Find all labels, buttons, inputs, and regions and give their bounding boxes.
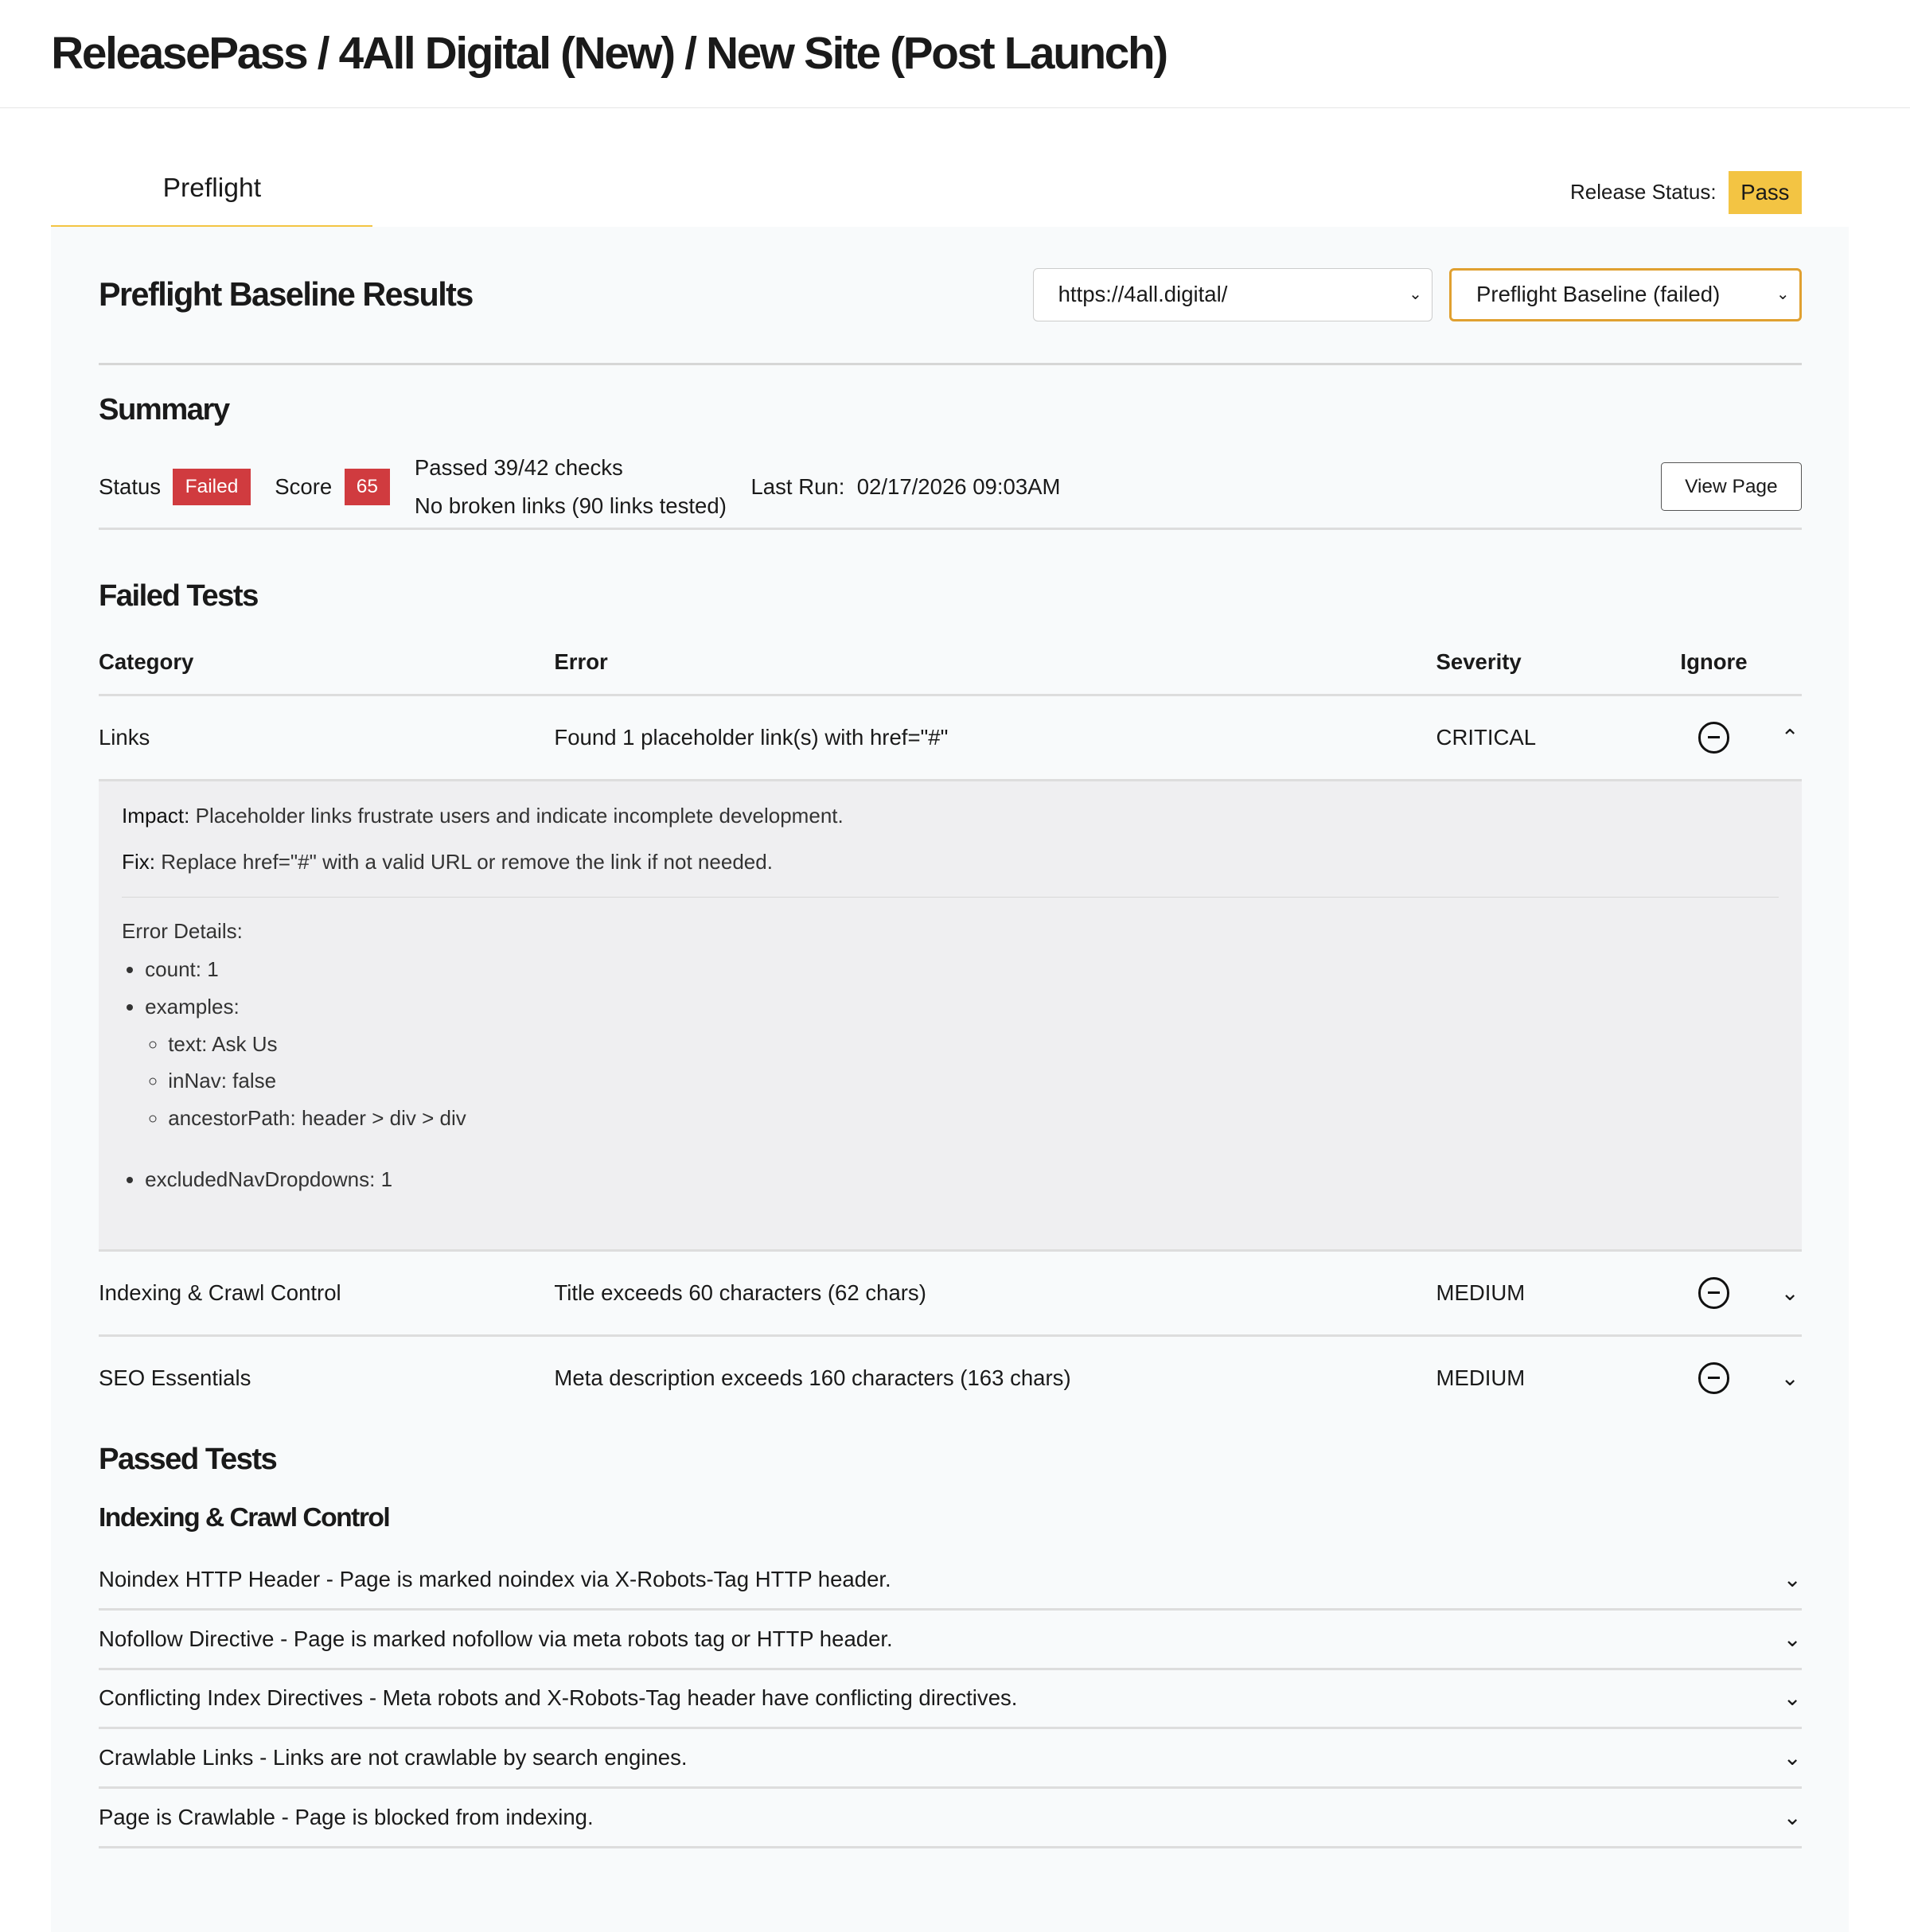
error-details-label: Error Details: [122, 919, 243, 944]
row-severity: MEDIUM [1436, 1365, 1526, 1390]
run-select-value: Preflight Baseline (failed) [1476, 282, 1721, 307]
row-error: Meta description exceeds 160 characters (163 chars) [554, 1365, 1071, 1390]
row-error: Found 1 placeholder link(s) with href="#" [554, 724, 949, 750]
row-severity: MEDIUM [1436, 1280, 1526, 1305]
passed-item[interactable] [99, 1789, 1802, 1848]
column-category: Category [98, 649, 194, 675]
chevron-down-icon: ⌄ [1783, 1566, 1802, 1591]
failed-tests-title: Failed Tests [98, 578, 258, 613]
release-status [1570, 171, 1802, 213]
url-select[interactable] [1033, 268, 1432, 321]
chevron-down-icon[interactable]: ⌄ [1780, 1280, 1799, 1305]
view-page-button[interactable]: View Page [1661, 462, 1802, 511]
passed-item[interactable] [99, 1611, 1802, 1670]
passed-item-label: Conflicting Index Directives - Meta robots and X-Robots-Tag header have conflicting directives. [98, 1685, 1018, 1711]
column-severity: Severity [1436, 649, 1522, 675]
last-run-label: Last Run: [750, 473, 845, 499]
impact-label: Impact: [122, 803, 190, 828]
chevron-down-icon: ⌄ [1783, 1626, 1802, 1651]
results-panel [51, 227, 1849, 1932]
checks-text: Passed 39/42 checks [414, 455, 623, 481]
release-status-badge: Pass [1729, 171, 1802, 213]
chevron-down-icon[interactable]: ⌄ [1780, 1365, 1799, 1390]
detail-subitem: ◦ ancestorPath: header > div > div [168, 1100, 1778, 1137]
table-row[interactable] [99, 1252, 1802, 1337]
column-ignore: Ignore [1680, 649, 1748, 675]
passed-item-label: Page is Crawlable - Page is blocked from indexing. [98, 1805, 594, 1830]
status-label: Status [98, 473, 162, 499]
summary-title: Summary [98, 391, 229, 427]
detail-subitem: ◦ text: Ask Us [168, 1026, 1778, 1063]
ignore-icon[interactable] [1698, 1277, 1730, 1309]
passed-item-label: Noindex HTTP Header - Page is marked noindex via X-Robots-Tag HTTP header. [98, 1566, 891, 1591]
impact-text: Placeholder links frustrate users and indicate incomplete development. [195, 803, 844, 828]
release-status-label: Release Status: [1569, 180, 1717, 204]
chevron-down-icon: ⌄ [1783, 1685, 1802, 1711]
chevron-down-icon: ⌄ [1409, 286, 1422, 304]
row-error: Title exceeds 60 characters (62 chars) [554, 1280, 926, 1305]
detail-item: • excludedNavDropdowns: 1 [145, 1161, 1779, 1198]
ignore-icon[interactable] [1698, 1362, 1730, 1394]
row-category: Indexing & Crawl Control [98, 1280, 341, 1305]
passed-item[interactable] [99, 1551, 1802, 1611]
top-bar [0, 0, 1910, 108]
chevron-up-icon[interactable]: ⌃ [1780, 724, 1799, 750]
score-label: Score [275, 473, 333, 499]
passed-item[interactable] [99, 1729, 1802, 1789]
run-select[interactable] [1449, 268, 1801, 321]
chevron-down-icon: ⌄ [1783, 1805, 1802, 1830]
status-badge: Failed [173, 469, 250, 505]
column-error: Error [554, 649, 608, 675]
fix-label: Fix: [122, 850, 155, 874]
table-header [99, 630, 1802, 696]
tab-preflight[interactable]: Preflight [51, 157, 372, 231]
last-run-value: 02/17/2026 09:03AM [856, 473, 1061, 499]
chevron-down-icon: ⌄ [1783, 1745, 1802, 1770]
score-badge: 65 [345, 469, 391, 505]
table-row[interactable] [99, 1337, 1802, 1420]
results-title: Preflight Baseline Results [98, 275, 473, 313]
passed-tests-title: Passed Tests [98, 1441, 277, 1476]
detail-item: examples: [145, 995, 240, 1019]
fix-text: Replace href="#" with a valid URL or remove the link if not needed. [161, 850, 773, 874]
passed-item[interactable] [99, 1670, 1802, 1730]
error-detail-panel [99, 781, 1802, 1252]
breadcrumb: ReleasePass / 4All Digital (New) / New Site (Post Launch) [51, 28, 1167, 79]
row-category: SEO Essentials [98, 1365, 251, 1390]
passed-item-label: Crawlable Links - Links are not crawlable by search engines. [98, 1745, 688, 1770]
passed-group-title: Indexing & Crawl Control [98, 1503, 390, 1533]
detail-subitem: ◦ inNav: false [168, 1062, 1778, 1100]
table-row[interactable] [99, 696, 1802, 781]
summary-section [99, 365, 1802, 530]
chevron-down-icon: ⌄ [1776, 286, 1790, 304]
detail-item: • count: 1 [145, 951, 1779, 988]
ignore-icon[interactable] [1698, 722, 1730, 754]
passed-item-label: Nofollow Directive - Page is marked nofollow via meta robots tag or HTTP header. [98, 1626, 893, 1651]
links-text: No broken links (90 links tested) [414, 493, 727, 518]
url-select-value: https://4all.digital/ [1058, 282, 1228, 307]
row-severity: CRITICAL [1436, 724, 1537, 750]
row-category: Links [98, 724, 150, 750]
